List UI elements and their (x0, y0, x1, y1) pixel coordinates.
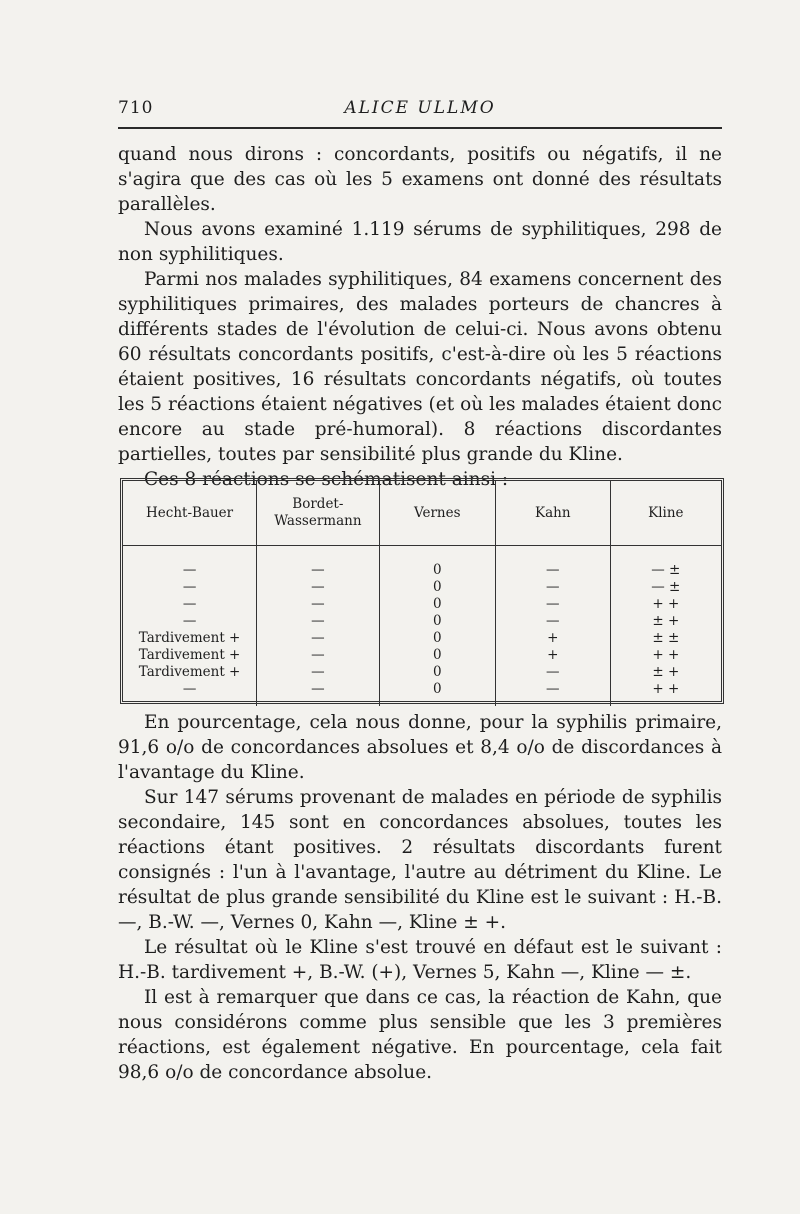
cell-hecht-bauer: — (182, 613, 197, 629)
paragraph: Parmi nos malades syphilitiques, 84 examens concernent des syphilitiques primaires, des malades porteurs de chancres à différents stades de l'évolution de celui-ci. Nous avons obtenu 60 résultats concordants positifs, c'est-à-dire où les 5 réactions étaient positives, 16 résultats concordants négatifs, où toutes les 5 réactions étaient négatives (et où les malades étaient donc encore au stade pré-humoral). 8 réactions discordantes partielles, toutes par sensibilité plus grande du Kline. (118, 269, 722, 465)
paragraph: quand nous dirons : concordants, positifs ou négatifs, il ne s'agira que des cas où les 5 examens ont donné des résultats parallèles. (118, 144, 722, 215)
cell-bordet-wassermann: — (257, 664, 379, 681)
cell-kline: — ± (610, 562, 721, 579)
cell-kline: + + (610, 647, 721, 664)
cell-hecht-bauer: — (182, 562, 197, 578)
cell-kline: + + (610, 681, 721, 698)
table-row (123, 647, 721, 664)
col-header-kline: Kline (610, 481, 721, 546)
cell-bordet-wassermann: — (257, 681, 379, 698)
cell-hecht-bauer: Tardivement + (138, 630, 241, 646)
col-header-bordet-wassermann: Bordet- Wassermann (257, 481, 379, 546)
paragraph: Nous avons examiné 1.119 sérums de syphilitiques, 298 de non syphilitiques. (118, 219, 722, 265)
cell-kahn: — (495, 613, 610, 630)
table-row (123, 596, 721, 613)
cell-hecht-bauer: — (182, 579, 197, 595)
cell-bordet-wassermann: — (257, 613, 379, 630)
cell-kahn: — (495, 664, 610, 681)
cell-kahn: — (495, 562, 610, 579)
cell-vernes: 0 (379, 596, 495, 613)
col-header-hecht-bauer: Hecht-Bauer (123, 481, 257, 546)
table-row (123, 562, 721, 579)
cell-kline: ± + (610, 664, 721, 681)
reactions-table (123, 481, 721, 706)
cell-vernes: 0 (379, 630, 495, 647)
cell-kahn: — (495, 579, 610, 596)
col-header-kahn: Kahn (495, 481, 610, 546)
paragraph: Le résultat où le Kline s'est trouvé en défaut est le suivant : H.-B. tardivement +, B.-W. (+), Vernes 5, Kahn —, Kline — ±. (118, 937, 722, 983)
table-row (123, 579, 721, 596)
cell-hecht-bauer: — (182, 596, 197, 612)
cell-vernes: 0 (379, 613, 495, 630)
table-row (123, 664, 721, 681)
table-row (123, 613, 721, 630)
cell-kline: + + (610, 596, 721, 613)
cell-kline: — ± (610, 579, 721, 596)
page-number: 710 (118, 98, 154, 118)
intro-text (118, 142, 722, 492)
paragraph: En pourcentage, cela nous donne, pour la syphilis primaire, 91,6 o/o de concordances absolues et 8,4 o/o de discordances à l'avantage du Kline. (118, 712, 722, 783)
cell-vernes: 0 (379, 562, 495, 579)
cell-vernes: 0 (379, 681, 495, 698)
cell-bordet-wassermann: — (257, 579, 379, 596)
table-row (123, 630, 721, 647)
table-header-row (123, 481, 721, 546)
cell-kahn: — (495, 681, 610, 698)
paragraph: Sur 147 sérums provenant de malades en période de syphilis secondaire, 145 sont en concordances absolues, toutes les réactions étant positives. 2 résultats discordants furent consignés : l'un à l'avantage, l'autre au détriment du Kline. Le résultat de plus grande sensibilité du Kline est le suivant : H.-B. —, B.-W. —, Vernes 0, Kahn —, Kline ± +. (118, 787, 722, 933)
page-header (118, 98, 722, 122)
cell-bordet-wassermann: — (257, 647, 379, 664)
cell-bordet-wassermann: — (257, 596, 379, 613)
header-rule (118, 127, 722, 129)
cell-vernes: 0 (379, 647, 495, 664)
cell-vernes: 0 (379, 664, 495, 681)
running-title: ALICE ULLMO (344, 98, 496, 118)
cell-kahn: + (495, 647, 610, 664)
cell-hecht-bauer: Tardivement + (138, 664, 241, 680)
cell-kahn: — (495, 596, 610, 613)
cell-bordet-wassermann: — (257, 562, 379, 579)
cell-vernes: 0 (379, 579, 495, 596)
cell-hecht-bauer: — (182, 681, 197, 697)
col-header-vernes: Vernes (379, 481, 495, 546)
table-row (123, 681, 721, 698)
paragraph: Il est à remarquer que dans ce cas, la réaction de Kahn, que nous considérons comme plus sensible que les 3 premières réactions, est également négative. En pourcentage, cela fait 98,6 o/o de concordance absolue. (118, 987, 722, 1083)
cell-kahn: + (495, 630, 610, 647)
cell-kline: ± + (610, 613, 721, 630)
results-text (118, 710, 722, 1085)
reactions-table-frame (120, 478, 724, 704)
cell-hecht-bauer: Tardivement + (138, 647, 241, 663)
paragraph: Ces 8 réactions se schématisent ainsi : (144, 469, 509, 490)
cell-bordet-wassermann: — (257, 630, 379, 647)
cell-kline: ± ± (610, 630, 721, 647)
